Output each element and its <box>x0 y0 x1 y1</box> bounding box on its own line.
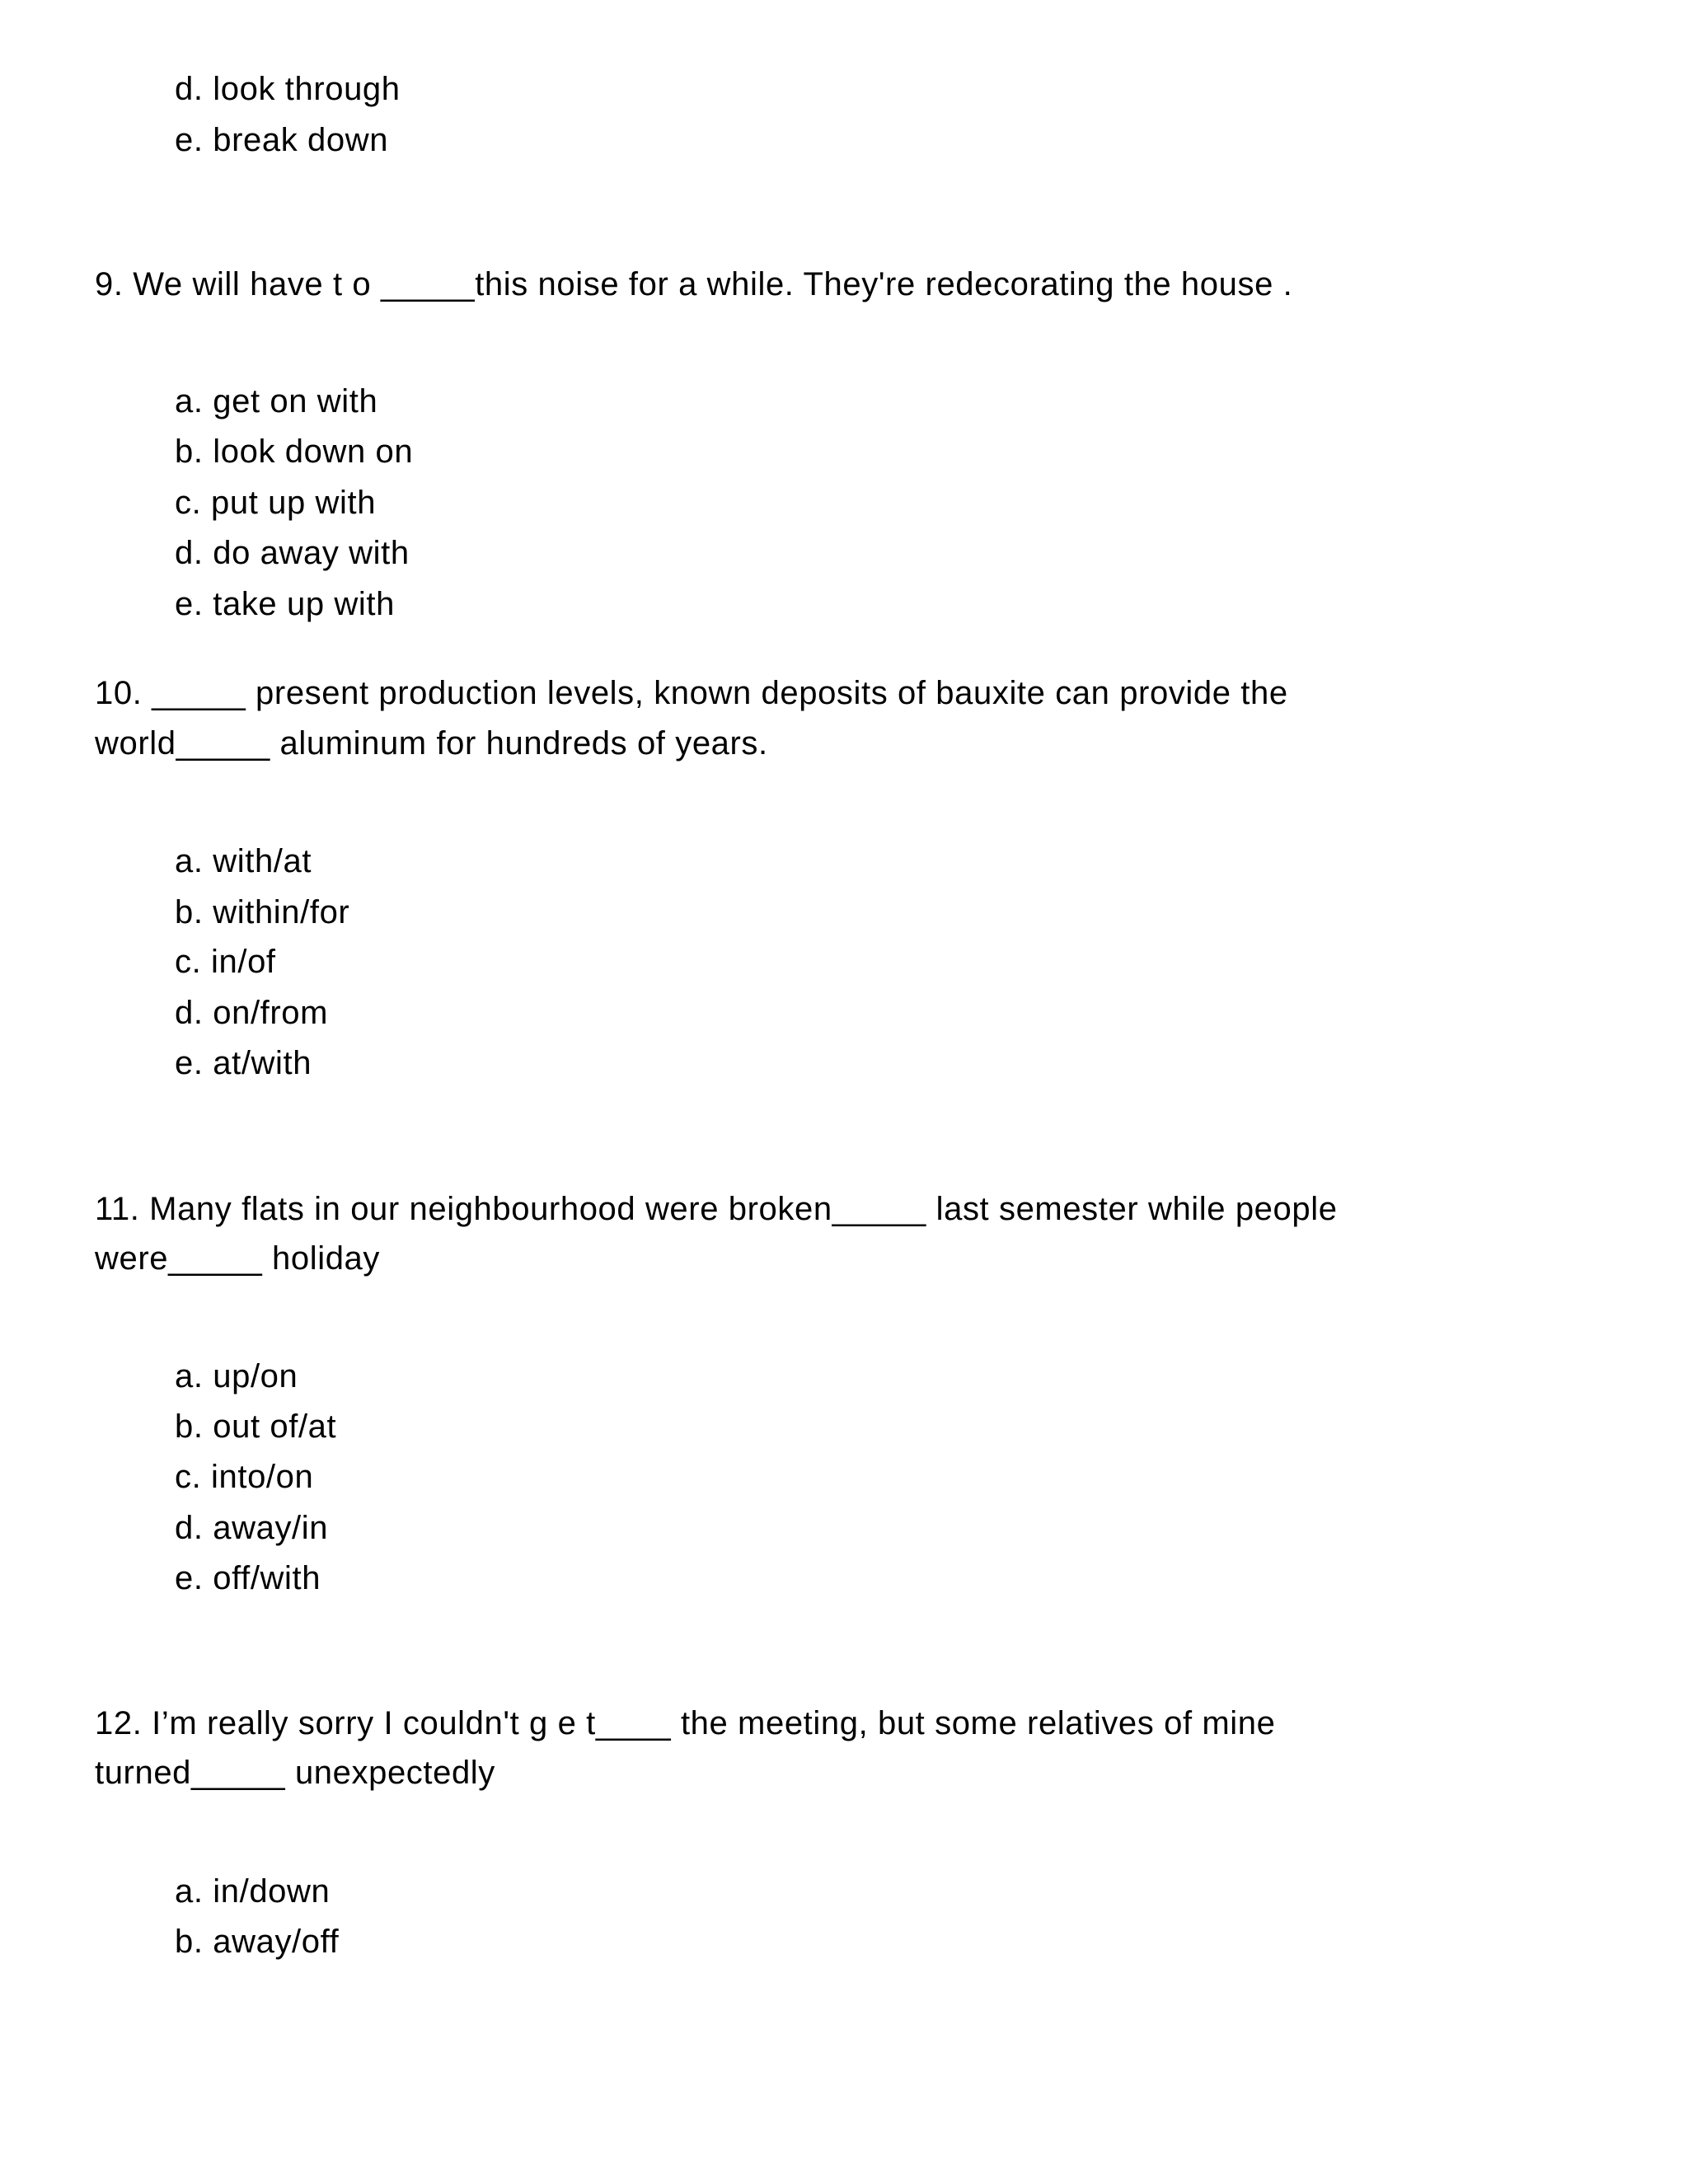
question-10-option-b: b. within/for <box>175 894 350 930</box>
question-10-option-e: e. at/with <box>175 1045 312 1081</box>
question-9-option-a: a. get on with <box>175 383 378 419</box>
question-11-option-e: e. off/with <box>175 1560 321 1596</box>
question-11-option-d: d. away/in <box>175 1510 329 1546</box>
question-10-option-a: a. with/at <box>175 843 312 879</box>
question-9-option-b: b. look down on <box>175 434 414 470</box>
prev-option-e: e. break down <box>175 122 389 158</box>
question-11-text-line-2: were_____ holiday <box>95 1240 381 1277</box>
question-10-text-line-2: world_____ aluminum for hundreds of years. <box>95 725 768 762</box>
question-12-option-b: b. away/off <box>175 1924 340 1960</box>
question-10-text-line-1: 10. _____ present production levels, known deposits of bauxite can provide the <box>95 675 1288 711</box>
question-9-option-c: c. put up with <box>175 485 377 521</box>
question-12-option-a: a. in/down <box>175 1873 331 1910</box>
question-9-option-d: d. do away with <box>175 535 410 571</box>
question-12-text-line-2: turned_____ unexpectedly <box>95 1755 495 1791</box>
question-10-option-d: d. on/from <box>175 995 329 1031</box>
question-12-text-line-1: 12. I’m really sorry I couldn't g e t____ the meeting, but some relatives of mine <box>95 1705 1276 1741</box>
question-11-option-b: b. out of/at <box>175 1408 337 1445</box>
question-9-text: 9. We will have t o _____this noise for a while. They're redecorating the house . <box>95 266 1293 302</box>
question-11-option-c: c. into/on <box>175 1459 314 1495</box>
question-11-option-a: a. up/on <box>175 1358 298 1394</box>
question-11-text-line-1: 11. Many flats in our neighbourhood were broken_____ last semester while people <box>95 1191 1338 1227</box>
prev-option-d: d. look through <box>175 71 401 107</box>
question-9-option-e: e. take up with <box>175 586 395 622</box>
question-10-option-c: c. in/of <box>175 944 276 980</box>
